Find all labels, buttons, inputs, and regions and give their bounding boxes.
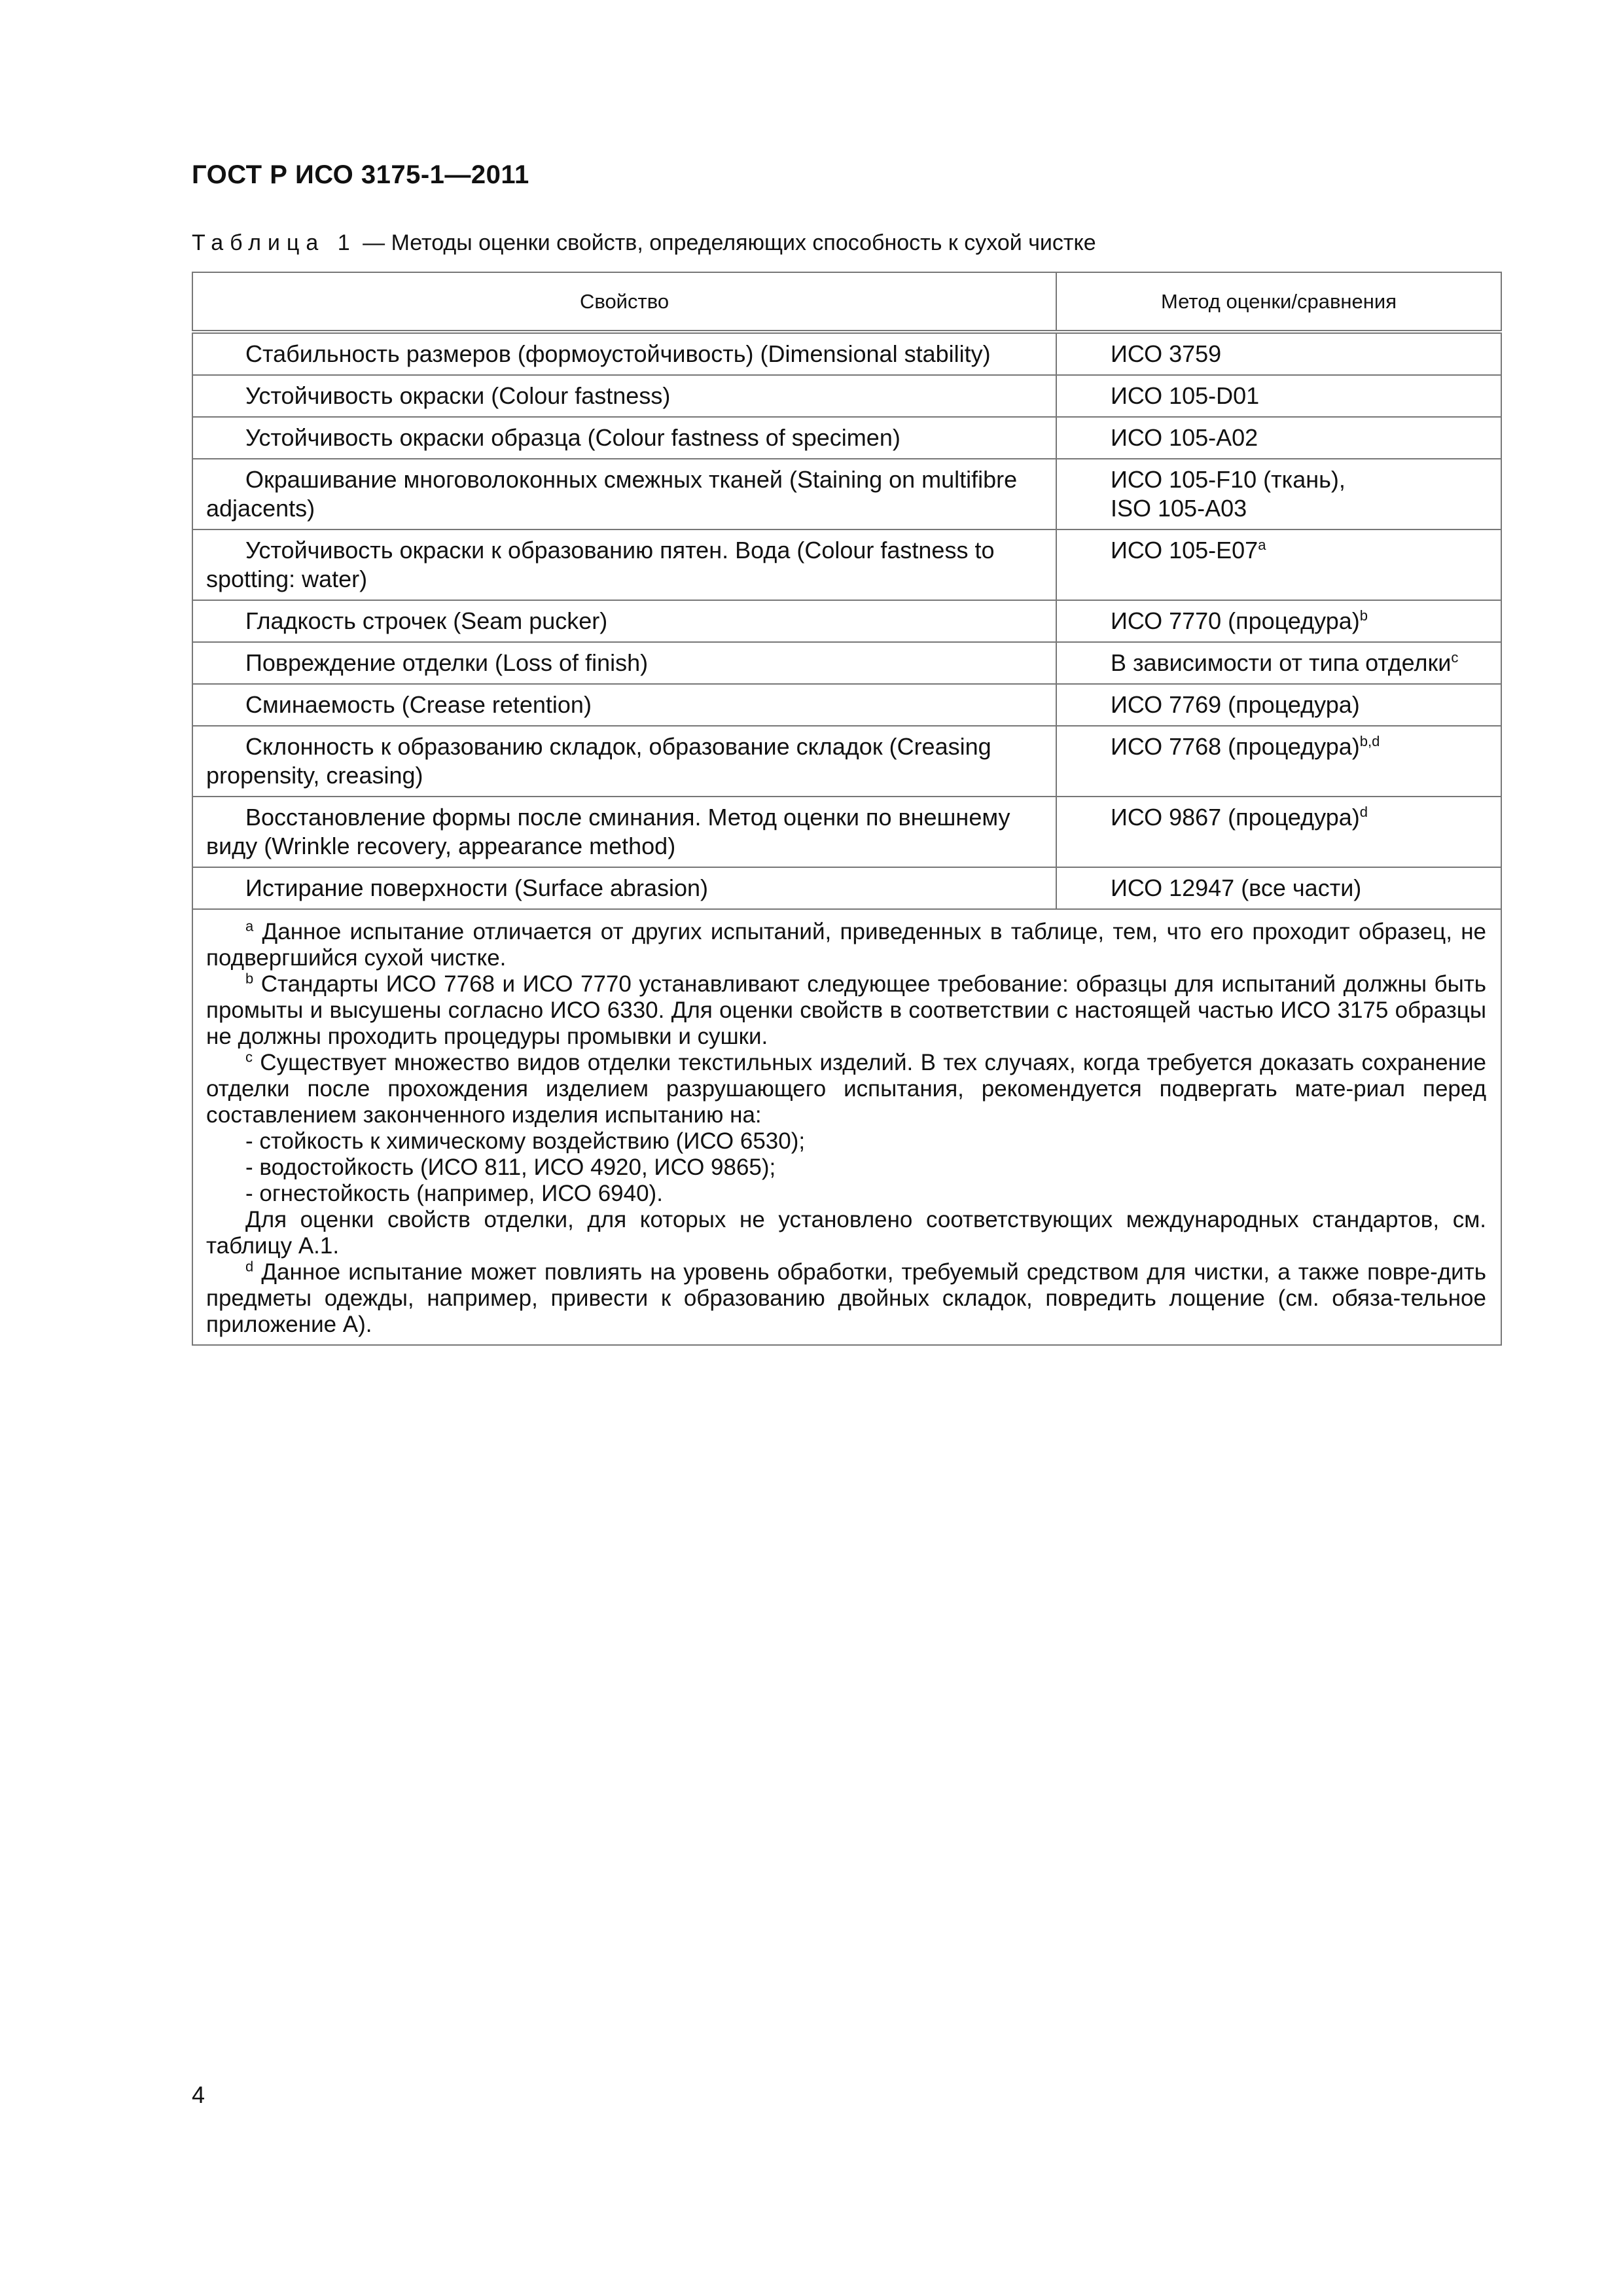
property-cell: Склонность к образованию складок, образование складок (Creasing propensity, creasing) xyxy=(192,726,1056,797)
table-row xyxy=(192,417,1501,459)
table-row xyxy=(192,642,1501,684)
footnote-mark: d xyxy=(1359,804,1368,820)
table-caption xyxy=(192,230,1096,256)
table-row xyxy=(192,726,1501,797)
property-cell: Устойчивость окраски (Colour fastness) xyxy=(192,375,1056,417)
footnote-mark: b xyxy=(1359,607,1368,624)
table-row xyxy=(192,684,1501,726)
footnote-mark: a xyxy=(1258,537,1266,553)
note-c: $^c$ Существует множество видов отделки текстильных изделий. В тех случаях, когда требуется доказать сохранение отделки после прохождения изделием разрушающего испытания, рекомендуется подвергать мате-риал перед составлением законченного изделия испытанию на: xyxy=(206,1049,1486,1128)
note-c-after: Для оценки свойств отделки, для которых не установлено соответствующих международных стандартов, см. таблицу А.1. xyxy=(206,1207,1486,1259)
table-row xyxy=(192,600,1501,642)
method-cell: ИСО 12947 (все части) xyxy=(1056,867,1501,909)
property-cell: Сминаемость (Crease retention) xyxy=(192,684,1056,726)
table-notes xyxy=(192,909,1501,1345)
column-header-property: Свойство xyxy=(192,272,1056,332)
table-caption-text: — Методы оценки свойств, определяющих способность к сухой чистке xyxy=(356,230,1096,255)
note-c-item: - огнестойкость (например, ИСО 6940). xyxy=(245,1181,663,1206)
property-cell: Повреждение отделки (Loss of finish) xyxy=(192,642,1056,684)
table-row xyxy=(192,867,1501,909)
method-cell: ИСО 105-D01 xyxy=(1056,375,1501,417)
method-cell: ИСО 7768 (процедура)$^{b,d}$ xyxy=(1056,726,1501,797)
method-cell: ИСО 7769 (процедура) xyxy=(1056,684,1501,726)
table-row xyxy=(192,375,1501,417)
note-a: $^a$ Данное испытание отличается от других испытаний, приведенных в таблице, тем, что его проходит образец, не подвергшийся сухой чистке. xyxy=(206,918,1486,971)
properties-table xyxy=(192,272,1502,1346)
method-cell: ИСО 105-F10 (ткань), ISO 105-A03 xyxy=(1056,459,1501,529)
method-cell: ИСО 105-E07$^a$ xyxy=(1056,529,1501,600)
method-cell: ИСО 9867 (процедура)$^d$ xyxy=(1056,797,1501,867)
method-cell: ИСО 3759 xyxy=(1056,332,1501,375)
table-row xyxy=(192,459,1501,529)
property-cell: Гладкость строчек (Seam pucker) xyxy=(192,600,1056,642)
document-id: ГОСТ Р ИСО 3175-1—2011 xyxy=(192,160,529,189)
note-c-item: - водостойкость (ИСО 811, ИСО 4920, ИСО 9865); xyxy=(245,1155,776,1180)
footnote-mark: b,d xyxy=(1359,733,1380,749)
property-cell: Устойчивость окраски образца (Colour fastness of specimen) xyxy=(192,417,1056,459)
property-cell: Окрашивание многоволоконных смежных тканей (Staining on multifibre adjacents) xyxy=(192,459,1056,529)
footnote-mark: c xyxy=(1451,649,1459,666)
table-notes-row xyxy=(192,909,1501,1345)
method-cell: В зависимости от типа отделки$^c$ xyxy=(1056,642,1501,684)
table-row xyxy=(192,529,1501,600)
note-d: $^d$ Данное испытание может повлиять на уровень обработки, требуемый средством для чистки, а также повре-дить предметы одежды, например, привести к образованию двойных складок, повредить лощение (см. обяза-тельное приложение А). xyxy=(206,1258,1486,1337)
table-caption-label: Таблица 1 xyxy=(192,230,357,255)
property-cell: Устойчивость окраски к образованию пятен. Вода (Colour fastness to spotting: water) xyxy=(192,529,1056,600)
property-cell: Восстановление формы после сминания. Метод оценки по внешнему виду (Wrinkle recovery, appearance method) xyxy=(192,797,1056,867)
property-cell: Стабильность размеров (формоустойчивость) (Dimensional stability) xyxy=(192,332,1056,375)
table-row xyxy=(192,332,1501,375)
page-number: 4 xyxy=(192,2081,205,2108)
note-c-item: - стойкость к химическому воздействию (ИСО 6530); xyxy=(245,1128,806,1154)
table-header-row xyxy=(192,272,1501,332)
column-header-method: Метод оценки/сравнения xyxy=(1056,272,1501,332)
note-b: $^b$ Стандарты ИСО 7768 и ИСО 7770 устанавливают следующее требование: образцы для испытаний должны быть промыты и высушены согласно ИСО 6330. Для оценки свойств в соответствии с настоящей частью ИСО 3175 образцы не должны проходить процедуры промывки и сушки. xyxy=(206,970,1486,1049)
property-cell: Истирание поверхности (Surface abrasion) xyxy=(192,867,1056,909)
method-cell: ИСО 7770 (процедура)$^b$ xyxy=(1056,600,1501,642)
method-cell: ИСО 105-A02 xyxy=(1056,417,1501,459)
table-row xyxy=(192,797,1501,867)
